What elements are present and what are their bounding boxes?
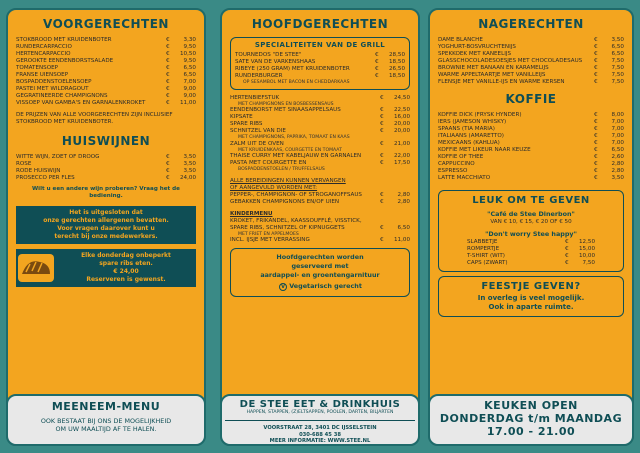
stee-web[interactable]: MEER INFORMATIE: WWW.STEE.NL xyxy=(269,438,371,444)
feestje-panel xyxy=(438,276,624,317)
kids-list xyxy=(230,225,410,245)
veg-legend-text: Vegetarisch gerecht xyxy=(289,282,362,290)
menu-item-price: 20,00 xyxy=(393,128,410,134)
menu-item-price: 3,50 xyxy=(611,175,624,181)
menu-item-price: 3,50 xyxy=(183,154,196,160)
currency-symbol: € xyxy=(565,253,569,259)
menu-item-price: 6,50 xyxy=(183,72,196,78)
menu-item-price: 2,60 xyxy=(611,154,624,160)
menu-item-name: PASTA MET COURGETTE EN xyxy=(230,160,307,166)
dinerbon-values: VAN € 10, € 15, € 20 OF € 50 xyxy=(490,219,572,225)
menu-item-price: 12,50 xyxy=(578,239,595,245)
menu-item xyxy=(438,154,624,161)
currency-symbol: € xyxy=(166,44,170,50)
menu-item-price: 2,80 xyxy=(397,191,410,198)
menu-item xyxy=(16,161,196,168)
currency-symbol: € xyxy=(380,198,384,205)
column-middle xyxy=(220,8,420,446)
currency-symbol: € xyxy=(594,112,598,118)
meeneem-line1: OOK BESTAAT BIJ ONS DE MOGELIJKHEID xyxy=(40,417,172,425)
menu-item xyxy=(438,119,624,126)
stee-phone: 030-688 45 38 xyxy=(299,431,341,438)
currency-symbol: € xyxy=(565,260,569,266)
menu-item-name: SATÉ VAN DE VARKENSHAAS xyxy=(235,59,316,65)
currency-symbol: € xyxy=(375,66,379,72)
menu-item-name: ESPRESSO xyxy=(438,168,468,174)
menu-item-price: 7,00 xyxy=(611,140,624,146)
menu-item-description: BOSPADDENSTOELEN / TRUFFELSAUS xyxy=(238,167,325,172)
menu-item-name: GEGRATINEERDE CHAMPIGNONS xyxy=(16,93,108,99)
menu-item-name: ITALIAANS (AMARETTO) xyxy=(438,133,504,139)
menu-item-name: STOKBROOD MET KRUIDENBOTER xyxy=(16,37,112,43)
grill-specials xyxy=(230,37,410,90)
menu-item xyxy=(438,140,624,147)
veg-icon: V xyxy=(281,284,285,290)
menu-item xyxy=(230,153,410,160)
menu-item-price: 7,00 xyxy=(183,79,196,85)
menu-item xyxy=(230,225,410,232)
currency-symbol: € xyxy=(166,161,170,167)
menu-item-price: 7,00 xyxy=(611,119,624,125)
vega-note2: OF AANGEVULD WORDEN MET: xyxy=(230,184,318,191)
currency-symbol: € xyxy=(594,126,598,132)
menu-item-price: 7,50 xyxy=(582,260,595,266)
menu-item-name: DAME BLANCHE xyxy=(438,37,483,43)
huiswijnen-list xyxy=(16,154,196,182)
menu-item-price: 7,50 xyxy=(611,79,624,85)
menu-item-price: 18,50 xyxy=(388,73,405,79)
menu-item-price: 9,00 xyxy=(183,86,196,92)
menu-item xyxy=(438,37,624,44)
menu-item-name: GEROOKTE EENDENBORSTSALADE xyxy=(16,58,114,64)
served-line2: geserveerd met xyxy=(291,262,349,270)
currency-symbol: € xyxy=(594,133,598,139)
nagerechten-list xyxy=(438,37,624,86)
currency-symbol: € xyxy=(594,119,598,125)
menu-item-price: 28,50 xyxy=(388,52,405,58)
menu-item-name: KOFFIE OF THEE xyxy=(438,154,484,160)
keuken-box xyxy=(428,394,634,446)
currency-symbol: € xyxy=(166,51,170,57)
menu-item-name: HERTENBIEFSTUK xyxy=(230,94,280,101)
column-left xyxy=(6,8,206,446)
menu-item-price: 6,50 xyxy=(611,51,624,57)
happy-title: "Don't worry Stee happy" xyxy=(485,230,577,238)
voorgerechten-note: DE PRIJZEN VAN ALLE VOORGERECHTEN ZIJN INCLUSIEF STOKBROOD MET KRUIDENBOTER. xyxy=(16,112,173,125)
menu-item xyxy=(230,141,410,148)
menu-item-price: 8,00 xyxy=(611,112,624,118)
feestje-title: FEESTJE GEVEN? xyxy=(481,281,581,292)
menu-item-name: KOFFIE MET LIKEUR NAAR KEUZE xyxy=(438,147,531,153)
menu-item xyxy=(16,175,196,182)
menu-item-price: 11,00 xyxy=(179,100,196,106)
currency-symbol: € xyxy=(166,86,170,92)
menu-item-name: TOMATENSOEP xyxy=(16,65,59,71)
menu-item-price: 7,00 xyxy=(611,133,624,139)
menu-item xyxy=(235,59,405,66)
menu-item xyxy=(438,65,624,72)
menu-item xyxy=(230,128,410,135)
menu-item-name: ROMPERTJE xyxy=(467,246,500,252)
menu-item-price: 3,30 xyxy=(183,37,196,43)
menu-item-name: GEBAKKEN CHAMPIGNONS EN/OF UIEN xyxy=(230,198,340,205)
currency-symbol: € xyxy=(380,107,384,113)
menu-item xyxy=(16,168,196,175)
currency-symbol: € xyxy=(166,154,170,160)
menu-item xyxy=(438,79,624,86)
served-panel xyxy=(230,248,410,297)
menu-item-description: MET FRIET EN APPELMOES xyxy=(238,231,299,237)
menu-item-price: 22,50 xyxy=(393,107,410,113)
dinerbon-title: "Café de Stee Dinerbon" xyxy=(487,210,575,218)
currency-symbol: € xyxy=(594,147,598,153)
currency-symbol: € xyxy=(375,52,379,58)
menu-item-price: 26,50 xyxy=(388,66,405,72)
currency-symbol: € xyxy=(380,128,384,134)
menu-item-name: BROWNIE MET BANAAN EN KARAMELIJS xyxy=(438,65,549,71)
menu-item-name: SPAANS (TIA MARIA) xyxy=(438,126,495,132)
menu-item-name: ROSÉ xyxy=(16,161,32,167)
menu-item-name: PROSECCO PER FLES xyxy=(16,175,75,181)
menu-item-price: 7,50 xyxy=(611,65,624,71)
menu-item-price: 9,50 xyxy=(183,44,196,50)
currency-symbol: € xyxy=(380,191,384,198)
menu-item-description: MET CHAMPIGNONS EN BOSBESSENSAUS xyxy=(238,101,334,107)
menu-item-name: WARME APPELTAARTJE MET VANILLEIJS xyxy=(438,72,546,78)
currency-symbol: € xyxy=(166,100,170,106)
currency-symbol: € xyxy=(380,140,384,147)
donderdag-line3: Reserveren is gewenst. xyxy=(86,276,166,283)
currency-symbol: € xyxy=(166,65,170,71)
menu-item-price: 6,50 xyxy=(397,224,410,231)
menu-item xyxy=(16,72,196,79)
extras-list xyxy=(230,192,410,206)
menu-item-price: 2,80 xyxy=(397,198,410,205)
menu-item-price: 6,50 xyxy=(183,65,196,71)
menu-item xyxy=(467,253,595,260)
currency-symbol: € xyxy=(166,175,170,181)
currency-symbol: € xyxy=(594,175,598,181)
currency-symbol: € xyxy=(380,121,384,127)
stee-activities: HAPPEN, STAPPEN, (Z)ELTSAPPEN, POOLEN, DARTEN, BILJARTEN xyxy=(246,410,394,415)
currency-symbol: € xyxy=(594,44,598,50)
currency-symbol: € xyxy=(594,154,598,160)
menu-item xyxy=(438,175,624,182)
menu-item xyxy=(230,114,410,121)
donderdag-line2: spare ribs eten. xyxy=(99,260,153,267)
menu-item xyxy=(16,51,196,58)
menu-item-name: SPARE RIBS xyxy=(230,121,263,127)
donderdag-box xyxy=(16,249,196,287)
menu-item xyxy=(230,199,410,206)
menu-item-name: MEXICAANS (KAHLÚA) xyxy=(438,140,500,146)
menu-item-name: KIPSATÉ xyxy=(230,114,253,120)
menu-item-price: 6,50 xyxy=(611,44,624,50)
currency-symbol: € xyxy=(594,58,598,64)
menu-item xyxy=(16,37,196,44)
currency-symbol: € xyxy=(166,58,170,64)
menu-item xyxy=(467,246,595,253)
meeneem-title: MEENEEM-MENU xyxy=(51,400,161,413)
menu-item-price: 10,00 xyxy=(578,253,595,259)
stee-title: DE STEE EET & DRINKHUIS xyxy=(239,399,401,410)
menu-item-name: BOSPADDENSTOELENSOEP xyxy=(16,79,92,85)
huiswijnen-question: Wilt u een andere wijn proberen? Vraag het de bediening. xyxy=(32,186,180,199)
koffie-title: KOFFIE xyxy=(505,92,557,106)
menu-item xyxy=(16,65,196,72)
tiger-logo-icon xyxy=(18,254,54,282)
grill-specials-title: SPECIALITEITEN VAN DE GRILL xyxy=(254,41,386,49)
menu-item xyxy=(235,66,405,73)
allergenen-line2: onze gerechten allergenen bevatten. xyxy=(43,217,169,224)
menu-item-name: FLENSJE MET VANILLE-IJS EN WARME KERSEN xyxy=(438,79,565,85)
menu-item-name: KOFFIE DICK (FRYSK HYNDER) xyxy=(438,112,522,118)
geven-title: LEUK OM TE GEVEN xyxy=(472,195,590,206)
currency-symbol: € xyxy=(380,224,384,231)
currency-symbol: € xyxy=(594,37,598,43)
currency-symbol: € xyxy=(380,153,384,159)
currency-symbol: € xyxy=(594,161,598,167)
menu-item xyxy=(438,133,624,140)
menu-item xyxy=(438,168,624,175)
menu-item xyxy=(467,260,595,267)
currency-symbol: € xyxy=(380,114,384,120)
menu-item xyxy=(438,51,624,58)
feestje-line1: In overleg is veel mogelijk. xyxy=(477,294,585,302)
currency-symbol: € xyxy=(166,72,170,78)
menu-item-price: 3,50 xyxy=(183,168,196,174)
menu-item xyxy=(438,147,624,154)
menu-item-name: LATTE MACCHIATO xyxy=(438,175,491,181)
menu-item xyxy=(438,126,624,133)
menu-item-description: MET KRUIDENKAAS, COURGETTE EN TOMAAT xyxy=(238,147,342,153)
menu-item-name: SLABBETJE xyxy=(467,239,498,245)
menu-item-name: PASTEI MET WILDRAGOUT xyxy=(16,86,89,92)
menu-item-description: OP SESAMBOL MET BACON EN CHEDDARKAAS xyxy=(243,80,350,85)
menu-item-name: FRANSE UIENSOEP xyxy=(16,72,69,78)
menu-item-name: RODE HUISWIJN xyxy=(16,168,61,174)
menu-item-price: 21,00 xyxy=(393,140,410,147)
menu-item-price: 18,50 xyxy=(388,59,405,65)
currency-symbol: € xyxy=(594,79,598,85)
menu-item xyxy=(16,44,196,51)
menu-item xyxy=(235,52,405,59)
menu-item-price: 7,50 xyxy=(611,72,624,78)
menu-item-name: ZALM UIT DE OVEN xyxy=(230,140,284,147)
menu-item-name: GLASSCHOCOLADESOESJES MET CHOCOLADESAUS xyxy=(438,58,583,64)
geven-list xyxy=(443,239,619,267)
menu-item xyxy=(438,58,624,65)
menu-item-price: 15,00 xyxy=(578,246,595,252)
menu-item xyxy=(230,160,410,167)
currency-symbol: € xyxy=(565,246,569,252)
menu-item-price: 2,80 xyxy=(611,161,624,167)
huiswijnen-title: HUISWIJNEN xyxy=(61,134,151,148)
keuken-days: DONDERDAG t/m MAANDAG xyxy=(439,412,623,425)
menu-item xyxy=(467,239,595,246)
menu-item xyxy=(438,112,624,119)
menu-item-price: 6,50 xyxy=(611,147,624,153)
veg-legend xyxy=(235,282,405,292)
menu-item-name: PEPPER-, CHAMPIGNON- OF STROGANOFFSAUS xyxy=(230,191,362,198)
menu-item xyxy=(16,154,196,161)
menu-item xyxy=(230,95,410,102)
served-line3: aardappel- en groentengarnituur xyxy=(260,271,380,279)
menu-item-price: 3,50 xyxy=(183,161,196,167)
currency-symbol: € xyxy=(594,72,598,78)
menu-item xyxy=(230,121,410,128)
allergenen-line3: Voor vragen daarover kunt u xyxy=(57,225,155,232)
menu-item-name: SPEKKOEK MET KANEELIJS xyxy=(438,51,512,57)
menu-item-name: YOGHURT-BOSVRUCHTENIJS xyxy=(438,44,516,50)
currency-symbol: € xyxy=(594,65,598,71)
menu-item xyxy=(16,86,196,93)
column-right xyxy=(428,8,634,446)
stee-box xyxy=(220,394,420,446)
kids-title: KINDERMENU xyxy=(230,210,273,217)
menu-item xyxy=(16,79,196,86)
menu-item-price: 20,00 xyxy=(393,121,410,127)
menu-item-name: SPARE RIBS, SCHNITZEL OF KIPNUGGETS xyxy=(230,224,345,231)
menu-item-price: 9,00 xyxy=(183,93,196,99)
keuken-hours: 17.00 - 21.00 xyxy=(486,425,576,438)
currency-symbol: € xyxy=(375,73,379,79)
menu-item xyxy=(16,100,196,107)
menu-item-price: 9,50 xyxy=(183,58,196,64)
served-line1: Hoofdgerechten worden xyxy=(276,253,364,261)
menu-item-price: 16,00 xyxy=(393,114,410,120)
menu-item xyxy=(235,73,405,80)
currency-symbol: € xyxy=(166,168,170,174)
donderdag-price: € 24,00 xyxy=(113,268,139,275)
menu-item xyxy=(230,192,410,199)
menu-item-name: TOURNEDOS "DE STEE" xyxy=(235,52,302,58)
stee-address: VOORSTRAAT 28, 3401 DC IJSSELSTEIN xyxy=(263,425,377,431)
menu-item-price: 7,00 xyxy=(611,126,624,132)
menu-item-name: RUNDERCARPACCIO xyxy=(16,44,72,50)
koffie-list xyxy=(438,112,624,182)
menu-item-name: WITTE WIJN, ZOET OF DROOG xyxy=(16,154,100,160)
menu-item xyxy=(438,72,624,79)
keuken-title: KEUKEN OPEN xyxy=(484,399,578,412)
menu-item-name: VISSOEP VAN GAMBA'S EN GARNALENKROKET xyxy=(16,100,146,106)
menu-item-price: 2,80 xyxy=(611,168,624,174)
currency-symbol: € xyxy=(565,239,569,245)
menu-item-price: 17,50 xyxy=(393,160,410,166)
currency-symbol: € xyxy=(166,37,170,43)
menu-item xyxy=(16,93,196,100)
currency-symbol: € xyxy=(380,237,384,243)
allergenen-line4: terecht bij onze medewerkers. xyxy=(54,233,158,240)
currency-symbol: € xyxy=(375,59,379,65)
menu-item-name: INCL. IJSJE MET VERRASSING xyxy=(230,237,310,243)
currency-symbol: € xyxy=(380,160,384,166)
allergenen-line1: Het is uitgesloten dat xyxy=(69,209,143,216)
menu-item-price: 22,00 xyxy=(393,153,410,159)
menu-item-name: HERTENCARPACCIO xyxy=(16,51,71,57)
geven-panel xyxy=(438,190,624,272)
menu-item-price: 3,50 xyxy=(611,37,624,43)
meeneem-box xyxy=(6,394,206,446)
voorgerechten-list xyxy=(16,37,196,107)
donderdag-line1: Elke donderdag onbeperkt xyxy=(81,252,171,259)
grill-specials-list xyxy=(235,52,405,86)
allergenen-box xyxy=(16,206,196,244)
kids-line: KROKET, FRIKANDEL, KAASSOUFFLÉ, VISSTICK, xyxy=(230,217,362,224)
menu-item-name: CAPPUCCINO xyxy=(438,161,475,167)
menu-item xyxy=(438,44,624,51)
hoofdgerechten-title: HOOFDGERECHTEN xyxy=(251,17,389,31)
menu-item-name: IERS (JAMESON WHISKY) xyxy=(438,119,507,125)
menu-item-price: 11,00 xyxy=(393,237,410,243)
nagerechten-title: NAGERECHTEN xyxy=(478,17,584,31)
menu-item xyxy=(438,161,624,168)
currency-symbol: € xyxy=(166,93,170,99)
currency-symbol: € xyxy=(594,168,598,174)
menu-item-name: THAISE CURRY MET KABELJAUW EN GARNALEN xyxy=(230,153,362,159)
menu-item-price: 10,50 xyxy=(179,51,196,57)
currency-symbol: € xyxy=(166,79,170,85)
menu-item-price: 24,00 xyxy=(179,175,196,181)
menu-item xyxy=(16,58,196,65)
menu-item xyxy=(230,107,410,114)
meeneem-line2: OM UW MAALTIJD AF TE HALEN. xyxy=(55,425,157,433)
voorgerechten-title: VOORGERECHTEN xyxy=(43,17,169,31)
menu-item-name: T-SHIRT (WIT) xyxy=(467,253,505,259)
currency-symbol: € xyxy=(594,140,598,146)
menu-item xyxy=(230,237,410,244)
feestje-line2: Ook in aparte ruimte. xyxy=(488,303,574,311)
menu-item-name: EENDENBORST MET SINAASAPPELSAUS xyxy=(230,107,341,113)
currency-symbol: € xyxy=(380,94,384,101)
menu-item-name: SCHNITZEL VAN DIE xyxy=(230,128,286,134)
menu-item-price: 7,50 xyxy=(611,58,624,64)
menu-item-description: MET CHAMPIGNONS, PAPRIKA, TOMAAT EN KAAS xyxy=(238,135,350,140)
menu-item-name: RIBEYE (250 GRAM) MET KRUIDENBOTER xyxy=(235,66,350,72)
menu-item-name: CAPS (ZWART) xyxy=(467,260,508,266)
hoofdgerechten-list xyxy=(230,95,410,173)
menu-item-price: 24,50 xyxy=(393,94,410,101)
vega-note: ALLE BEREIDINGEN KUNNEN VERVANGEN xyxy=(230,177,346,184)
menu-item-name: RUNDERBURGER xyxy=(235,73,283,79)
currency-symbol: € xyxy=(594,51,598,57)
